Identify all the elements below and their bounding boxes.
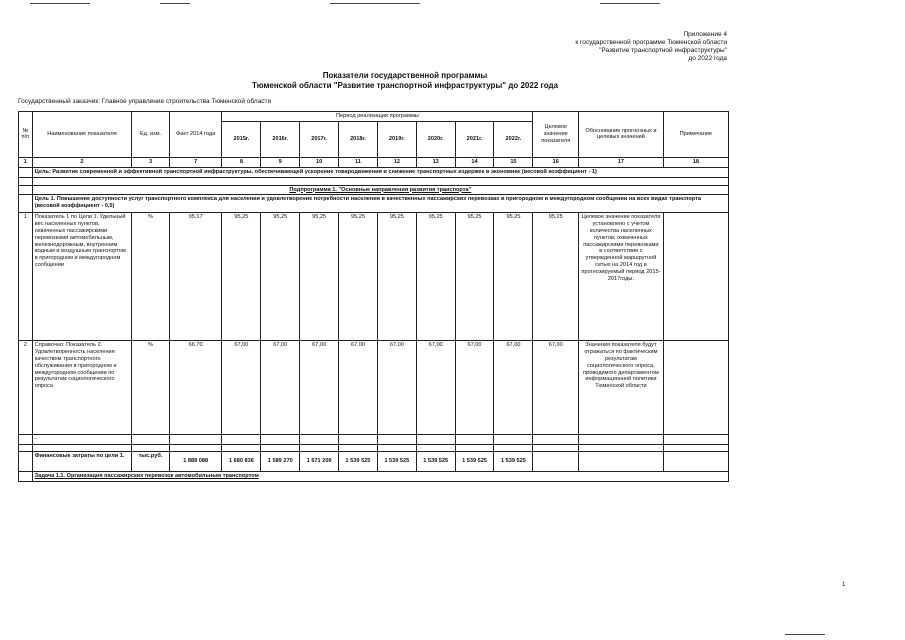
blank-cell	[455, 445, 494, 452]
blank-cell	[663, 435, 728, 445]
subprogram-title: Подпрограмма 1. "Основные направления развития транспорта"	[32, 185, 728, 195]
column-number: 1	[19, 157, 33, 167]
header-year: 2022г.	[494, 121, 533, 157]
subprogram-num-cell	[19, 185, 33, 195]
row-year-value: 95,25	[377, 213, 416, 341]
blank-cell	[494, 445, 533, 452]
column-number: 7	[169, 157, 222, 167]
finance-fact: 1 888 088	[169, 452, 222, 472]
subprogram-row	[19, 185, 729, 195]
header-name: Наименование показателя	[32, 112, 131, 158]
goal1-row	[19, 195, 729, 213]
column-number: 11	[339, 157, 378, 167]
blank-cell	[222, 445, 261, 452]
header-year: 2015г.	[222, 121, 261, 157]
blank-cell	[300, 445, 339, 452]
table-row	[19, 213, 729, 341]
row-fact: 66,70	[169, 341, 222, 435]
row-num: 2	[19, 341, 33, 435]
blank-cell	[494, 435, 533, 445]
row-year-value: 95,25	[416, 213, 455, 341]
row-unit: %	[132, 213, 170, 341]
finance-year-value: 1 680 836	[222, 452, 261, 472]
finance-year-value: 1 539 525	[455, 452, 494, 472]
column-number: 14	[455, 157, 494, 167]
appendix-note	[575, 31, 727, 63]
blank-cell	[533, 445, 579, 452]
row-year-value: 95,25	[300, 213, 339, 341]
row-year-value: 67,00	[455, 341, 494, 435]
row-justification: Значения показателя будут отражаться по фактическим результатам социологического опроса, проводимого департаментом информационной политики Тюменской области	[579, 341, 664, 435]
column-number: 12	[377, 157, 416, 167]
scan-edge-line	[30, 3, 90, 4]
spacer-cell	[32, 177, 728, 185]
finance-empty-cell	[579, 452, 664, 472]
blank-cell	[19, 445, 33, 452]
row-unit: %	[132, 341, 170, 435]
task-title: Задача 1.1. Организация пассажирских перевозок автомобильным транспортом	[32, 472, 728, 482]
column-number: 15	[494, 157, 533, 167]
blank-cell	[32, 445, 131, 452]
scan-edge-line	[160, 3, 190, 4]
blank-cell	[132, 445, 170, 452]
row-year-value: 67,00	[416, 341, 455, 435]
blank-cell	[377, 435, 416, 445]
row-year-value: 95,25	[339, 213, 378, 341]
blank-cell	[261, 435, 300, 445]
blank-cell	[19, 435, 33, 445]
finance-year-value: 1 539 525	[339, 452, 378, 472]
column-number: 13	[416, 157, 455, 167]
blank-cell	[339, 435, 378, 445]
finance-empty-cell	[663, 452, 728, 472]
state-customer: Государственный заказчик: Главное управление строительства Тюменской области	[18, 98, 272, 105]
finance-name: Финансовые затраты по цели 1.	[32, 452, 131, 472]
column-number: 9	[261, 157, 300, 167]
blank-cell	[222, 435, 261, 445]
appendix-line: Приложение 4	[683, 31, 727, 38]
row-target: 67,00	[533, 341, 579, 435]
header-fact: Факт 2014 года	[169, 112, 222, 158]
row-note	[663, 341, 728, 435]
appendix-line: "Развитие транспортной инфраструктуры"	[599, 47, 727, 54]
blank-cell	[169, 445, 222, 452]
column-number: 18	[663, 157, 728, 167]
indicators-table	[18, 111, 729, 482]
scan-edge-line	[785, 634, 825, 635]
column-number: 2	[32, 157, 131, 167]
row-year-value: 67,00	[339, 341, 378, 435]
blank-cell	[455, 435, 494, 445]
appendix-line: к государственной программе Тюменской области	[575, 39, 727, 46]
row-note	[663, 213, 728, 341]
row-year-value: 67,00	[494, 341, 533, 435]
finance-year-value: 1 539 525	[416, 452, 455, 472]
row-year-value: 67,00	[377, 341, 416, 435]
column-number: 16	[533, 157, 579, 167]
header-year: 2016г.	[261, 121, 300, 157]
title-line: Тюменской области "Развитие транспортной инфраструктуры" до 2022 года	[251, 80, 559, 90]
task-row	[19, 472, 729, 482]
blank-cell	[533, 435, 579, 445]
row-year-value: 95,25	[455, 213, 494, 341]
finance-row	[19, 452, 729, 472]
row-year-value: 95,25	[494, 213, 533, 341]
blank-cell	[579, 445, 664, 452]
finance-year-value: 1 539 525	[377, 452, 416, 472]
spacer-cell	[19, 177, 33, 185]
blank-cell	[416, 435, 455, 445]
column-number: 17	[579, 157, 664, 167]
finance-num-cell	[19, 452, 33, 472]
finance-empty-cell	[533, 452, 579, 472]
goal-row	[19, 167, 729, 177]
goal1-num-cell	[19, 195, 33, 213]
header-year: 2017г.	[300, 121, 339, 157]
column-number: 10	[300, 157, 339, 167]
header-unit: Ед. изм.	[132, 112, 170, 158]
row-target: 95,25	[533, 213, 579, 341]
row-num: 1	[19, 213, 33, 341]
spacer-row	[19, 177, 729, 185]
row-year-value: 67,00	[300, 341, 339, 435]
header-year: 2019г.	[377, 121, 416, 157]
blank-cell	[169, 435, 222, 445]
appendix-line: до 2022 года	[688, 55, 727, 62]
task-num-cell	[19, 472, 33, 482]
row-name: Показатель 1 по Цели 1. Удельный вес населенных пунктов, охваченных пассажирскими перевозками автомобильным, железнодорожным, внутренним водным и воздушным транспортом в пригородном и междугородном сообщении	[32, 213, 131, 341]
column-number: 3	[132, 157, 170, 167]
header-year: 2018г.	[339, 121, 378, 157]
header-year: 2021г.	[455, 121, 494, 157]
row-year-value: 95,25	[222, 213, 261, 341]
header-target: Целевое значение показателя	[533, 112, 579, 158]
header-num: № п/п	[19, 112, 33, 158]
blank-cell	[416, 445, 455, 452]
finance-year-value: 1 539 525	[494, 452, 533, 472]
goal-text: Цель: Развитие современной и эффективной транспортной инфраструктуры, обеспечивающей ускорение товародвижения и снижение транспортных издержек в экономике (весовой коэффициент - 1)	[32, 167, 728, 177]
document-title	[150, 71, 660, 90]
column-numbers-row	[19, 157, 729, 167]
header-period: Период реализации программы	[222, 112, 533, 122]
row-name: Справочно: Показатель 2. Удовлетворенность населения качеством транспортного обслуживания в пригородном и междугородном сообщении по результатам социологического опроса	[32, 341, 131, 435]
blank-cell	[579, 435, 664, 445]
header-year: 2020г.	[416, 121, 455, 157]
blank-mark: -	[32, 435, 131, 445]
row-fact: 95,17	[169, 213, 222, 341]
row-year-value: 67,00	[222, 341, 261, 435]
blank-cell	[663, 445, 728, 452]
row-year-value: 67,00	[261, 341, 300, 435]
blank-cell	[339, 445, 378, 452]
finance-unit: тыс.руб.	[132, 452, 170, 472]
table-row	[19, 341, 729, 435]
row-justification: Целевое значение показателя установлено с учетом количества населенных пунктов, охваченных пассажирскими перевозками в соответствии с утвержденной маршрутной сетью на 2014 год и прогнозируемый период 2015-2017годы.	[579, 213, 664, 341]
column-number: 8	[222, 157, 261, 167]
header-note: Примечание	[663, 112, 728, 158]
blank-cell	[261, 445, 300, 452]
goal1-text: Цель 1. Повышение доступности услуг транспортного комплекса для населения и удовлетворение потребности населения в качественных пассажирских перевозках в пригородном и междугородном сообщении на всех видах транспорта (весовой коэффициент - 0,5)	[32, 195, 728, 213]
blank-row	[19, 445, 729, 452]
finance-year-value: 1 671 209	[300, 452, 339, 472]
finance-year-value: 1 589 270	[261, 452, 300, 472]
goal-num-cell	[19, 167, 33, 177]
scan-edge-line	[330, 3, 420, 4]
blank-cell	[300, 435, 339, 445]
header-justification: Обоснование прогнозных и целевых значений	[579, 112, 664, 158]
blank-cell	[377, 445, 416, 452]
header-row	[19, 112, 729, 122]
scan-edge-line	[600, 3, 660, 4]
page-number: 1	[842, 582, 846, 588]
blank-cell	[132, 435, 170, 445]
blank-row	[19, 435, 729, 445]
title-line: Показатели государственной программы	[322, 71, 488, 80]
row-year-value: 95,25	[261, 213, 300, 341]
